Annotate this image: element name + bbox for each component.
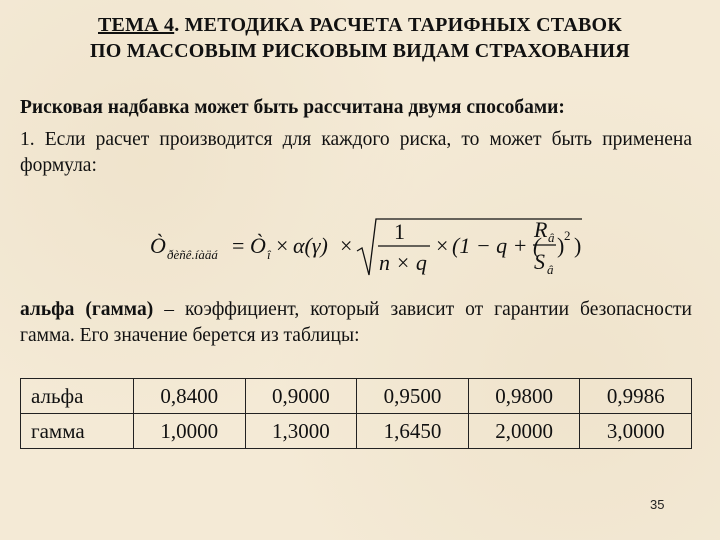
formula-S: S (534, 249, 545, 274)
formula-lhs-sub: ðèñê.íàäá (167, 247, 218, 262)
slide-number: 35 (650, 497, 665, 512)
table-row-label: гамма (21, 414, 134, 449)
formula-equals: = (232, 233, 245, 258)
item-1-text: 1. Если расчет производится для каждого риска, то может быть применена формула: (20, 129, 692, 176)
alpha-gamma-table (20, 378, 692, 449)
slide-title (0, 12, 720, 64)
title-line-2: ПО МАССОВЫМ РИСКОВЫМ ВИДАМ СТРАХОВАНИЯ (90, 40, 630, 62)
title-line-1 (0, 12, 720, 38)
table-cell: 1,3000 (245, 414, 357, 449)
formula-exponent: 2 (564, 228, 571, 243)
formula-R-sub: â (548, 230, 555, 245)
table-cell: 0,9986 (580, 379, 692, 414)
table-cell: 3,0000 (580, 414, 692, 449)
table-row (21, 414, 692, 449)
table-cell: 1,0000 (134, 414, 246, 449)
formula-svg (150, 215, 590, 285)
formula-paren: (1 − q + ( (452, 233, 541, 258)
table-cell: 2,0000 (468, 414, 580, 449)
table-cell: 1,6450 (357, 414, 469, 449)
formula-times-1: × (276, 233, 289, 258)
table-cell: 0,9000 (245, 379, 357, 414)
formula-frac-den: n × q (379, 250, 427, 275)
alpha-paragraph (20, 297, 692, 349)
title-topic: ТЕМА 4 (98, 14, 175, 36)
formula-frac-num: 1 (394, 219, 405, 244)
table-cell: 0,9800 (468, 379, 580, 414)
intro-text: Рисковая надбавка может быть рассчитана двумя способами: (20, 97, 565, 118)
formula-paren-close: ) (557, 233, 565, 258)
alpha-term: альфа (гамма) (20, 299, 154, 320)
formula-R: R (534, 217, 548, 242)
title-line-1-text: . МЕТОДИКА РАСЧЕТА ТАРИФНЫХ СТАВОК (174, 14, 622, 36)
alpha-description: – коэффициент, который зависит от гарантии безопасности гамма. Его значение берется из таблицы: (20, 299, 692, 346)
risk-loading-formula (150, 215, 590, 285)
formula-alpha-gamma: α(γ) (293, 233, 328, 258)
formula-S-sub: â (547, 262, 554, 277)
table-row (21, 379, 692, 414)
table-row-label: альфа (21, 379, 134, 414)
formula-end: ) (574, 233, 582, 258)
table-cell: 0,8400 (134, 379, 246, 414)
formula-t0-sub: î (267, 247, 271, 262)
table-cell: 0,9500 (357, 379, 469, 414)
formula-lhs: Ò (150, 233, 166, 258)
formula-times-2: × (340, 233, 353, 258)
formula-t0: Ò (250, 233, 266, 258)
formula-times-3: × (436, 233, 449, 258)
